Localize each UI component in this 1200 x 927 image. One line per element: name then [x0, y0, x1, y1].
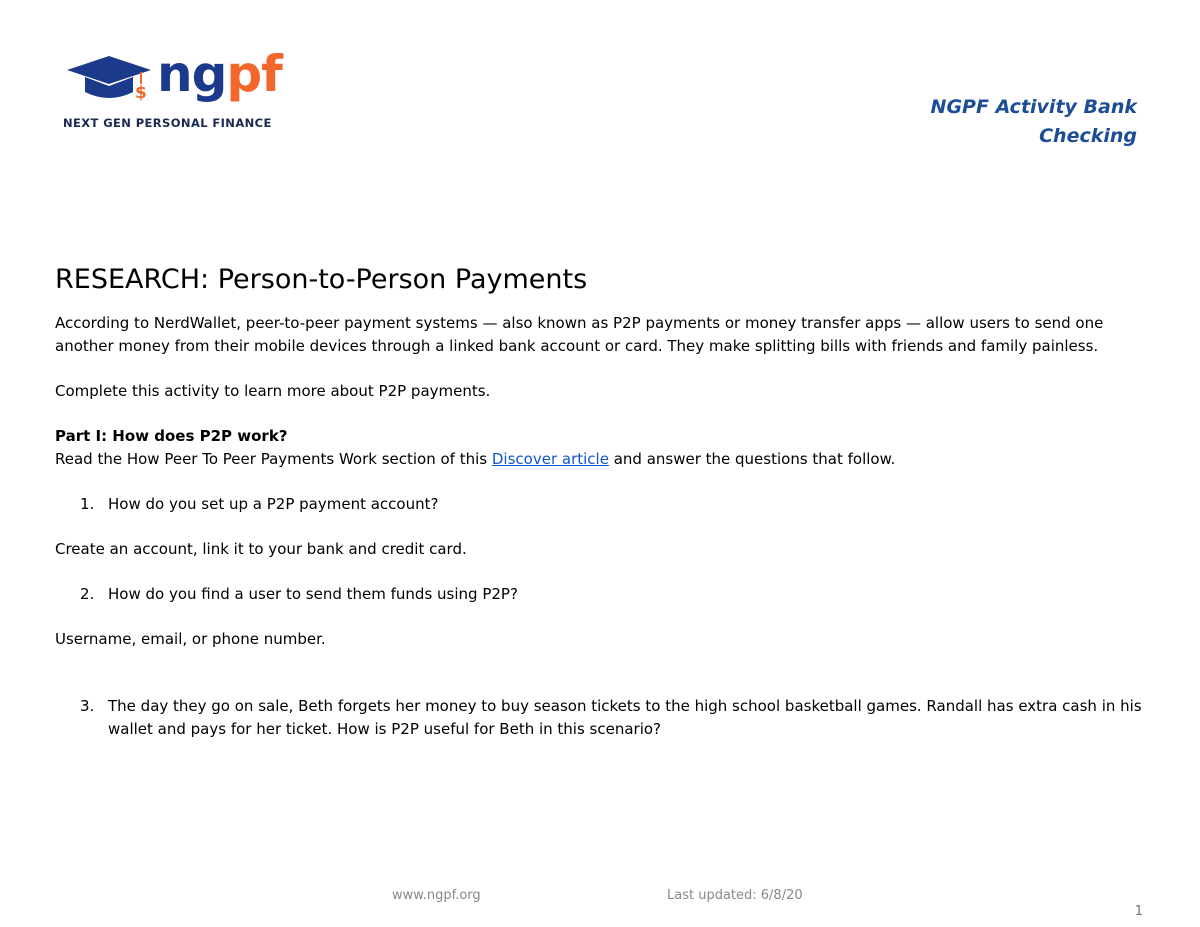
question-text: The day they go on sale, Beth forgets her money to buy season tickets to the high school basketball games. Randall has extra cash in his wallet and pays for her ticket. How is P2P useful for Beth in this scenario?	[108, 697, 1142, 738]
question-number: 3.	[80, 697, 95, 715]
question-1	[55, 493, 1145, 516]
question-number: 1.	[80, 495, 95, 513]
svg-text:$: $	[135, 83, 147, 103]
header-line-2: Checking	[1039, 125, 1137, 147]
header-line-1: NGPF Activity Bank	[930, 96, 1137, 118]
instruction-text: Complete this activity to learn more about P2P payments.	[55, 382, 491, 400]
intro-paragraph: According to NerdWallet, peer-to-peer payment systems — also known as P2P payments or money transfer apps — allow users to send one another money from their mobile devices through a linked bank account or card. They make splitting bills with friends and family painless.	[55, 314, 1104, 355]
read-after-text: and answer the questions that follow.	[608, 450, 896, 468]
page-number: 1	[1134, 904, 1143, 919]
footer-last-updated: Last updated: 6/8/20	[667, 888, 803, 903]
part-1-heading: Part I: How does P2P work?	[55, 427, 288, 445]
graduation-cap-icon	[63, 50, 155, 106]
question-number: 2.	[80, 585, 95, 603]
question-text: How do you find a user to send them funds using P2P?	[108, 585, 518, 603]
document-body	[55, 260, 1145, 741]
read-before-text: Read the How Peer To Peer Payments Work section of this	[55, 450, 492, 468]
page-title: RESEARCH: Person-to-Person Payments	[55, 264, 588, 295]
answer-1: Create an account, link it to your bank and credit card.	[55, 540, 467, 558]
logo-wordmark	[157, 44, 282, 104]
question-3	[55, 695, 1145, 741]
logo-ng: ng	[157, 45, 227, 103]
question-text: How do you set up a P2P payment account?	[108, 495, 439, 513]
header-title	[931, 93, 1137, 151]
footer-url: www.ngpf.org	[392, 888, 481, 903]
answer-2: Username, email, or phone number.	[55, 630, 326, 648]
logo-pf: pf	[226, 45, 282, 103]
discover-article-link[interactable]: Discover article	[491, 450, 609, 468]
question-2	[55, 583, 1145, 606]
part-1-instruction	[55, 448, 1145, 471]
ngpf-logo	[63, 45, 303, 132]
logo-tagline: NEXT GEN PERSONAL FINANCE	[63, 116, 272, 130]
